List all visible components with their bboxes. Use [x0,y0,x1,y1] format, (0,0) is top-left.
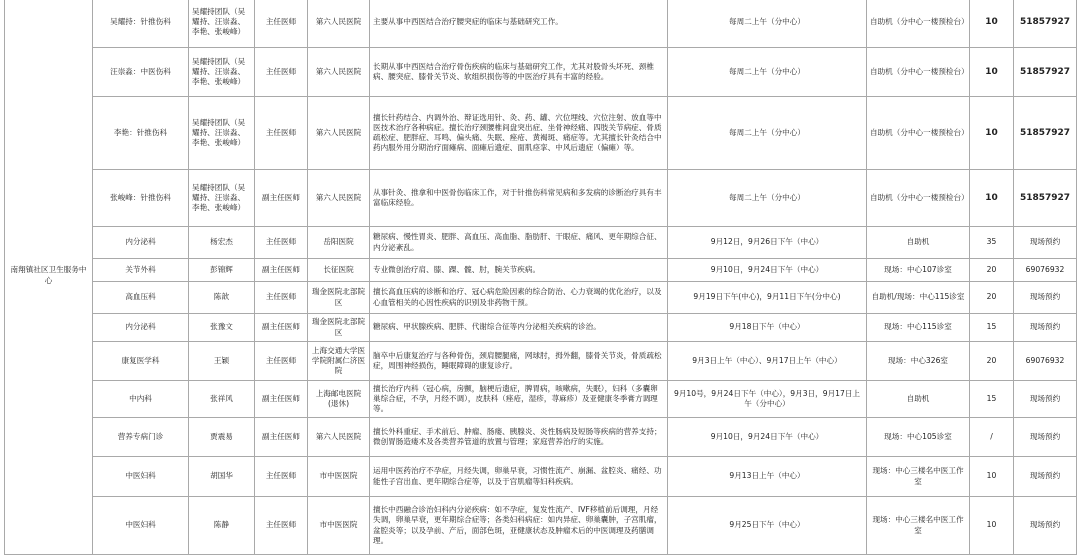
booking-cell: 自助机（分中心一楼预检台） [867,48,970,97]
doctor-cell: 吴耀持团队（吴耀持、汪崇淼、李艳、张峻峰） [189,97,255,170]
department-cell: 吴耀持：针推伤科 [93,0,189,48]
hospital-cell: 第六人民医院 [308,97,370,170]
phone-cell: 现场预约 [1014,227,1077,259]
booking-cell: 现场：中心115诊室 [867,314,970,342]
department-cell: 李艳：针推伤科 [93,97,189,170]
quota-cell: 20 [970,282,1014,314]
quota-cell: / [970,418,1014,457]
quota-cell: 15 [970,381,1014,418]
doctor-cell: 张祥风 [189,381,255,418]
department-cell: 张峻峰：针推伤科 [93,170,189,227]
specialty-cell: 专业微创治疗肩、膝、踝、髋、肘，腕关节疾病。 [370,259,668,282]
doctor-cell: 王颖 [189,342,255,381]
table-row [5,97,1077,170]
phone-cell: 现场预约 [1014,314,1077,342]
doctor-cell: 吴耀持团队（吴耀持、汪崇淼、李艳、张峻峰） [189,170,255,227]
table-row [5,227,1077,259]
time-cell: 9月10号，9月24日下午（中心），9月3日，9月17日上午（分中心） [668,381,867,418]
department-cell: 康复医学科 [93,342,189,381]
hospital-cell: 长征医院 [308,259,370,282]
booking-cell: 现场：中心326室 [867,342,970,381]
hospital-cell: 岳阳医院 [308,227,370,259]
phone-cell: 69076932 [1014,342,1077,381]
booking-cell: 现场：中心三楼名中医工作室 [867,457,970,497]
table-row [5,497,1077,555]
phone-cell: 现场预约 [1014,418,1077,457]
booking-cell: 自助机 [867,381,970,418]
department-cell: 内分泌科 [93,227,189,259]
phone-cell: 69076932 [1014,259,1077,282]
time-cell: 9月18日下午（中心） [668,314,867,342]
title-cell: 主任医师 [255,342,308,381]
time-cell: 9月12日，9月26日下午（中心） [668,227,867,259]
booking-cell: 现场：中心105诊室 [867,418,970,457]
title-cell: 副主任医师 [255,381,308,418]
title-cell: 副主任医师 [255,259,308,282]
department-cell: 中医妇科 [93,457,189,497]
hospital-cell: 瑞金医院北部院区 [308,282,370,314]
doctor-cell: 吴耀持团队（吴耀持、汪崇淼、李艳、张峻峰） [189,0,255,48]
booking-cell: 现场：中心107诊室 [867,259,970,282]
doctor-cell: 胡国华 [189,457,255,497]
specialty-cell: 脑卒中后康复治疗与各种骨伤，颈肩腰腿痛，网球肘，拇外翻，膝骨关节炎，骨质疏松症，周围神经损伤，睡眠障碍的康复诊疗。 [370,342,668,381]
quota-cell: 10 [970,97,1014,170]
booking-cell: 自助机 [867,227,970,259]
table-row [5,259,1077,282]
expert-schedule-table [4,0,1077,555]
specialty-cell: 擅长治疗内科（冠心病，房颤，脑梗后遗症，脾胃病，咳嗽病，失眠），妇科（多囊卵巢综合症，不孕，月经不调），皮肤科（痤疮，湿疹，荨麻疹）及亚健康冬季膏方调理等。 [370,381,668,418]
booking-cell: 自助机（分中心一楼预检台） [867,97,970,170]
title-cell: 主任医师 [255,97,308,170]
center-name: 南翔镇社区卫生服务中心 [5,0,93,555]
specialty-cell: 主要从事中西医结合治疗腰突症的临床与基础研究工作。 [370,0,668,48]
title-cell: 主任医师 [255,48,308,97]
hospital-cell: 市中医医院 [308,457,370,497]
title-cell: 副主任医师 [255,418,308,457]
phone-cell: 现场预约 [1014,381,1077,418]
time-cell: 9月10日，9月24日下午（中心） [668,259,867,282]
table-row [5,457,1077,497]
specialty-cell: 糖尿病、甲状腺疾病、肥胖、代谢综合征等内分泌相关疾病的诊治。 [370,314,668,342]
specialty-cell: 运用中医药治疗不孕症，月经失调，卵巢早衰，习惯性流产、崩漏、盆腔炎、痛经、功能性子宫出血、更年期综合症等，以及于宫肌瘤等妇科疾病。 [370,457,668,497]
doctor-cell: 陈歆 [189,282,255,314]
hospital-cell: 市中医医院 [308,497,370,555]
quota-cell: 10 [970,0,1014,48]
booking-cell: 自助机（分中心一楼预检台） [867,170,970,227]
time-cell: 9月19日下午(中心)，9月11日下午(分中心) [668,282,867,314]
time-cell: 每周二上午（分中心） [668,170,867,227]
quota-cell: 20 [970,259,1014,282]
quota-cell: 10 [970,48,1014,97]
specialty-cell: 擅长外科重症、手术前后、肿瘤、肠瘘、胰腺炎、炎性肠病及短肠等疾病的营养支持；微创胃肠造瘘术及各类营养管道的放置与管理；家庭营养治疗的实施。 [370,418,668,457]
booking-cell: 现场：中心三楼名中医工作室 [867,497,970,555]
title-cell: 副主任医师 [255,170,308,227]
quota-cell: 35 [970,227,1014,259]
time-cell: 每周二上午（分中心） [668,48,867,97]
specialty-cell: 擅长高血压病的诊断和治疗、冠心病危险因素的综合防治、心力衰竭的优化治疗，以及心血管相关的心因性疾病的识别及非药物干预。 [370,282,668,314]
title-cell: 主任医师 [255,0,308,48]
time-cell: 每周二上午（分中心） [668,0,867,48]
table-row [5,381,1077,418]
time-cell: 9月13日上午（中心） [668,457,867,497]
doctor-cell: 陈静 [189,497,255,555]
title-cell: 主任医师 [255,282,308,314]
department-cell: 内分泌科 [93,314,189,342]
specialty-cell: 擅长中西融合诊治妇科内分泌疾病：如不孕症，复发性流产、IVF移植前后调理，月经失调，卵巢早衰，更年期综合症等；各类妇科病症：如内异症、卵巢囊肿，子宫肌瘤，盆腔炎等；以及孕前、产后，面部色斑，亚健康状态及肿瘤术后的中医调理及药膳调理。 [370,497,668,555]
phone-cell: 51857927 [1014,97,1077,170]
booking-cell: 自助机（分中心一楼预检台） [867,0,970,48]
phone-cell: 51857927 [1014,170,1077,227]
phone-cell: 现场预约 [1014,282,1077,314]
hospital-cell: 瑞金医院北部院区 [308,314,370,342]
table-row [5,418,1077,457]
phone-cell: 现场预约 [1014,497,1077,555]
quota-cell: 10 [970,457,1014,497]
time-cell: 9月10日，9月24日下午（中心） [668,418,867,457]
phone-cell: 51857927 [1014,0,1077,48]
specialty-cell: 从事针灸、推拿和中医骨伤临床工作，对于针推伤科常见病和多发病的诊断治疗具有丰富临床经验。 [370,170,668,227]
department-cell: 关节外科 [93,259,189,282]
doctor-cell: 吴耀持团队（吴耀持、汪崇淼、李艳、张峻峰） [189,48,255,97]
time-cell: 9月25日下午（中心） [668,497,867,555]
table-row [5,342,1077,381]
table-row [5,170,1077,227]
table-row [5,282,1077,314]
hospital-cell: 第六人民医院 [308,418,370,457]
specialty-cell: 擅长针药结合、内调外治、辩证选用针、灸、药、罐、穴位埋线、穴位注射、放血等中医技术治疗各种病症。擅长治疗颈腰椎间盘突出症、坐骨神经痛、四肢关节病症、骨质疏松症、肥胖症、耳鸣、偏头痛、失眠、痤疮、黄褐斑、痛症等。尤其擅长针灸结合中药内服外用分期治疗面瘫病、面瘫后遗症、面肌痉挛、中风后遗症（偏瘫）等。 [370,97,668,170]
specialty-cell: 糖尿病、慢性胃炎、肥胖、高血压、高血脂、脂肪肝、干眼症、痛风、更年期综合征、内分泌紊乱。 [370,227,668,259]
department-cell: 营养专病门诊 [93,418,189,457]
title-cell: 副主任医师 [255,314,308,342]
specialty-cell: 长期从事中西医结合治疗骨伤疾病的临床与基础研究工作，尤其对股骨头坏死、颈椎病、腰突症、膝骨关节炎、软组织损伤等的中医治疗具有丰富的经验。 [370,48,668,97]
quota-cell: 15 [970,314,1014,342]
hospital-cell: 第六人民医院 [308,0,370,48]
phone-cell: 51857927 [1014,48,1077,97]
table-row [5,314,1077,342]
quota-cell: 10 [970,170,1014,227]
quota-cell: 20 [970,342,1014,381]
hospital-cell: 第六人民医院 [308,170,370,227]
time-cell: 每周二上午（分中心） [668,97,867,170]
table-row [5,48,1077,97]
department-cell: 汪崇淼：中医伤科 [93,48,189,97]
doctor-cell: 贾震易 [189,418,255,457]
title-cell: 主任医师 [255,497,308,555]
title-cell: 主任医师 [255,457,308,497]
phone-cell: 现场预约 [1014,457,1077,497]
doctor-cell: 彭锦辉 [189,259,255,282]
quota-cell: 10 [970,497,1014,555]
table-row [5,0,1077,48]
doctor-cell: 杨宏杰 [189,227,255,259]
booking-cell: 自助机/现场：中心115诊室 [867,282,970,314]
hospital-cell: 上海交通大学医学院附属仁济医院 [308,342,370,381]
doctor-cell: 张豫文 [189,314,255,342]
title-cell: 主任医师 [255,227,308,259]
hospital-cell: 上海邮电医院(退休) [308,381,370,418]
department-cell: 中医妇科 [93,497,189,555]
hospital-cell: 第六人民医院 [308,48,370,97]
department-cell: 高血压科 [93,282,189,314]
department-cell: 中内科 [93,381,189,418]
time-cell: 9月3日上午（中心）、9月17日上午（中心） [668,342,867,381]
